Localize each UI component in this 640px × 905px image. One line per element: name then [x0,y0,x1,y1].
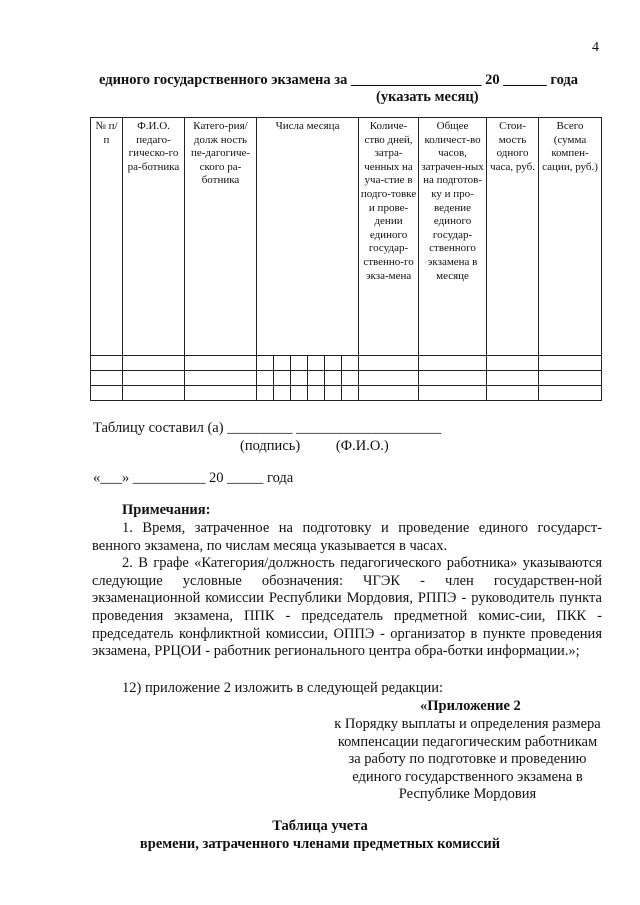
caption-name: (Ф.И.О.) [335,438,389,454]
signature-captions [240,438,421,455]
col-total-sum: Всего (сумма компен-сации, руб.) [539,118,602,356]
col-number: № п/ п [91,118,123,356]
notes-body [92,520,602,661]
table-header-line1: единого государственного экзамена за __________________ 20 ______ года [99,72,578,88]
caption-signature: (подпись) [240,438,301,454]
col-category: Катего-рия/долж ность пе-дагогиче-ского ра-ботника [185,118,257,356]
col-hour-cost: Стои-мость одного часа, руб. [487,118,539,356]
appendix-title: «Приложение 2 [420,698,521,714]
table2-title-line1: Таблица учета [272,818,368,834]
col-hours-total: Общее количест-во часов, затрачен-ных на подготов-ку и про-ведение единого государ-ственного экзамена в месяце [419,118,487,356]
appendix-body: к Порядку выплаты и определения размера компенсации педагогическим работникам за работу по подготовке и проведению единого государственного экзамена в Республике Мордовия [334,716,601,803]
compiled-by-line: Таблицу составил (а) _________ ____________________ [93,420,442,436]
col-days-count: Количе-ство дней, затра-ченных на уча-стие в подго-товке и прове-дении единого государ-ственно-го экза-мена [359,118,419,356]
notes-title: Примечания: [122,502,211,518]
table2-title-line2: времени, затраченного членами предметных комиссий [139,836,501,852]
table-row [91,386,602,401]
table-row [91,371,602,386]
note-item: 2. В графе «Категория/должность педагогического работника» указываются следующие условные обозначения: ЧГЭК - член государствен-ной экзаменационной комиссии Республики Мордовия, РППЭ - руководитель пункта проведения экзамена, ППК - председатель предметной комис-сии, ПКК - председатель конфликтной комиссии, ОППЭ - организатор в пункте проведения экзамена, РРЦОИ - работник регионального центра обра-ботки информации.»; [92,555,602,660]
page-number: 4 [592,40,599,55]
date-line: «___» __________ 20 _____ года [93,470,294,486]
item-12: 12) приложение 2 изложить в следующей редакции: [122,680,444,696]
col-full-name: Ф.И.О. педаго-гическо-го ра-ботника [123,118,185,356]
compensation-table [90,117,602,401]
col-month-days: Числа месяца [257,118,359,356]
table-row [91,356,602,371]
note-item: 1. Время, затраченное на подготовку и проведение единого государст-венного экзамена, по числам месяца указывается в часах. [92,520,602,554]
table-header-row [91,118,602,356]
table-header-line2: (указать месяц) [376,89,479,105]
